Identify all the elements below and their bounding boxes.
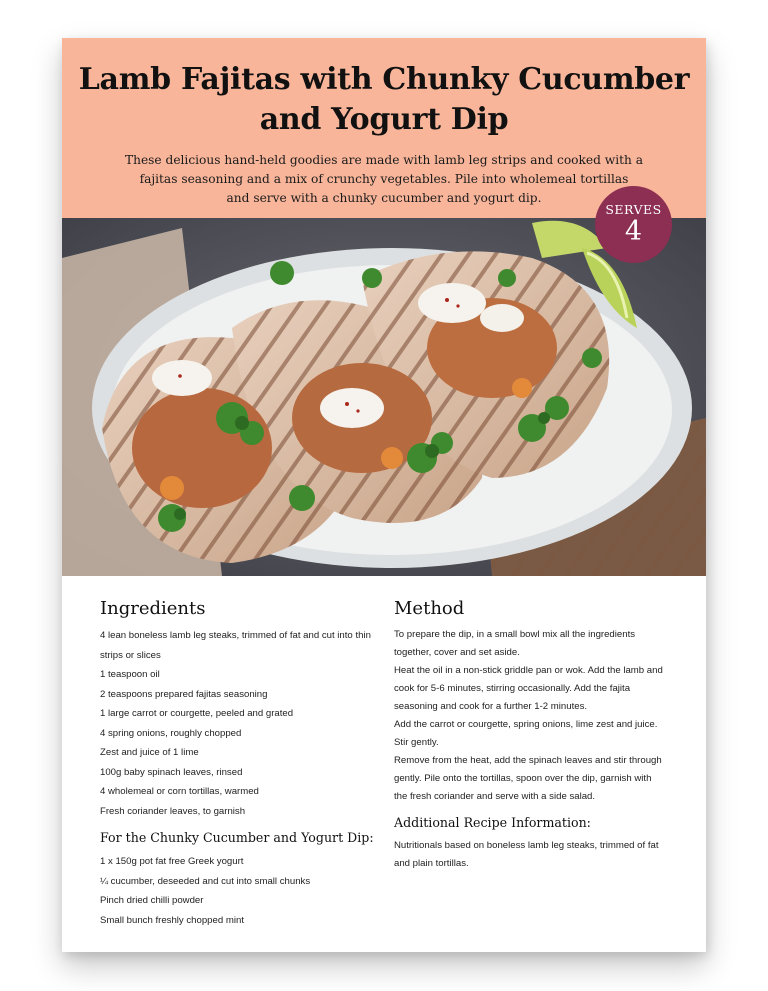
method-line: seasoning and cook for a further 1-2 minutes.	[394, 701, 588, 712]
serves-count: 4	[624, 216, 643, 247]
ingredients-heading: Ingredients	[100, 598, 206, 619]
method-line: Remove from the heat, add the spinach leaves and stir through	[394, 755, 662, 766]
method-line: Heat the oil in a non-stick griddle pan or wok. Add the lamb and	[394, 665, 663, 676]
dip-ingredient-item: Small bunch freshly chopped mint	[100, 914, 244, 926]
ingredient-item: 2 teaspoons prepared fajitas seasoning	[100, 688, 268, 700]
method-line: Add the carrot or courgette, spring onions, lime zest and juice.	[394, 719, 658, 730]
intro-line-1: These delicious hand-held goodies are made with lamb leg strips and cooked with a	[124, 153, 644, 167]
method-line: cook for 5-6 minutes, stirring occasionally. Add the fajita	[394, 683, 631, 694]
ingredient-item: strips or slices	[100, 649, 161, 661]
title-line-2: and Yogurt Dip	[259, 102, 509, 137]
method-heading: Method	[394, 598, 465, 619]
recipe-title	[62, 60, 706, 140]
dip-heading: For the Chunky Cucumber and Yogurt Dip:	[100, 830, 374, 845]
ingredient-item: Fresh coriander leaves, to garnish	[100, 805, 246, 817]
ingredient-item: Zest and juice of 1 lime	[100, 747, 199, 758]
method-line: the fresh coriander and serve with a side salad.	[394, 791, 596, 802]
dip-ingredient-item: ¼ cucumber, deseeded and cut into small chunks	[100, 875, 311, 887]
method-steps	[394, 626, 678, 806]
ingredient-item: 1 large carrot or courgette, peeled and grated	[100, 708, 294, 719]
additional-info	[394, 814, 678, 873]
title-banner	[62, 38, 706, 218]
recipe-card	[62, 38, 706, 952]
dip-ingredients-list	[100, 852, 390, 930]
serves-badge	[595, 186, 672, 263]
method-line: gently. Pile onto the tortillas, spoon over the dip, garnish with	[394, 773, 652, 784]
ingredient-item: 4 spring onions, roughly chopped	[100, 727, 242, 739]
method-column	[394, 598, 678, 873]
dip-ingredient-item: 1 x 150g pot fat free Greek yogurt	[100, 856, 244, 867]
recipe-intro	[106, 151, 662, 208]
recipe-photo	[62, 218, 706, 576]
ingredient-item: 4 lean boneless lamb leg steaks, trimmed of fat and cut into thin	[100, 630, 371, 641]
ingredient-item: 1 teaspoon oil	[100, 669, 160, 680]
serves-label: SERVES	[605, 202, 662, 217]
ingredient-item: 100g baby spinach leaves, rinsed	[100, 766, 243, 778]
fajitas-photo-illustration	[62, 218, 706, 576]
intro-line-2: fajitas seasoning and a mix of crunchy vegetables. Pile into wholemeal tortillas	[139, 172, 629, 186]
method-line: together, cover and set aside.	[394, 647, 520, 658]
dip-ingredient-item: Pinch dried chilli powder	[100, 895, 204, 906]
title-line-1: Lamb Fajitas with Chunky Cucumber	[78, 62, 690, 97]
method-line: To prepare the dip, in a small bowl mix all the ingredients	[394, 629, 636, 640]
ingredients-column	[100, 598, 390, 930]
additional-heading: Additional Recipe Information:	[394, 815, 591, 830]
ingredient-item: 4 wholemeal or corn tortillas, warmed	[100, 786, 259, 797]
additional-line-2: and plain tortillas.	[394, 858, 469, 869]
additional-line-1: Nutritionals based on boneless lamb leg steaks, trimmed of fat	[394, 840, 659, 851]
method-line: Stir gently.	[394, 737, 439, 748]
ingredients-list	[100, 626, 390, 821]
intro-line-3: and serve with a chunky cucumber and yogurt dip.	[226, 191, 542, 205]
